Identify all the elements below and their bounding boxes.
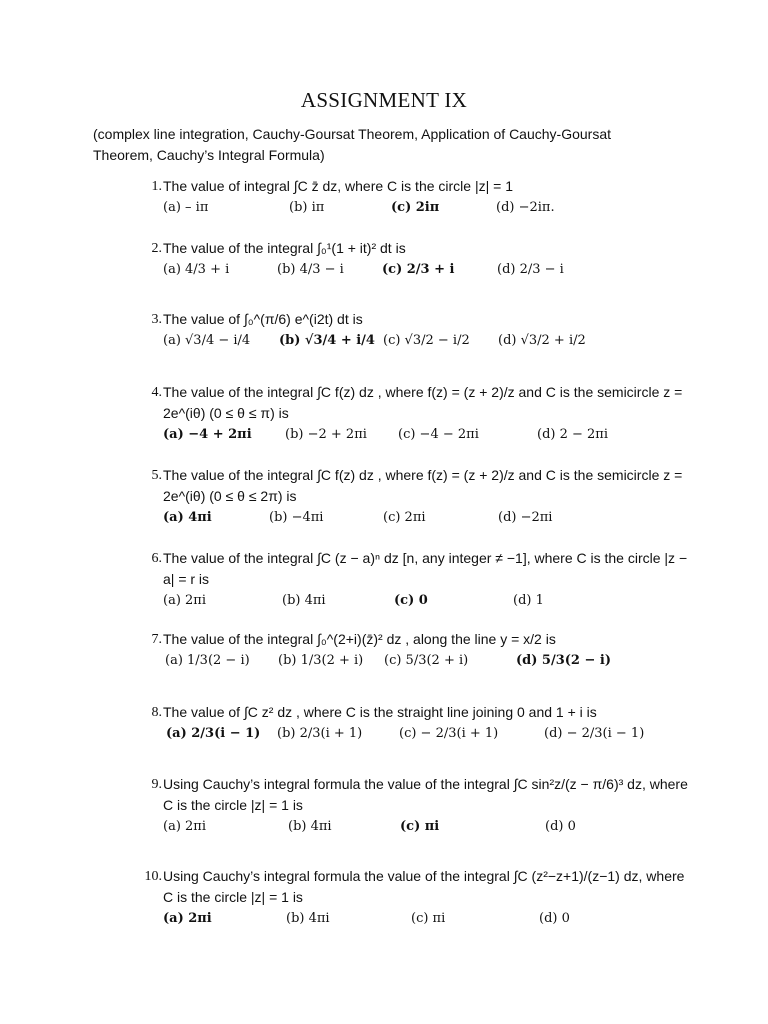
answer-options xyxy=(163,723,698,745)
option-b: (b) 4πi xyxy=(282,593,326,608)
question-number: 3. xyxy=(151,312,162,327)
option-d: (d) 1 xyxy=(513,593,544,608)
option-a: (a) 2πi xyxy=(163,593,206,608)
option-a: (a) −4 + 2πi xyxy=(163,427,252,442)
option-d: (d) −2iπ. xyxy=(496,200,555,215)
option-d: (d) 5/3(2 − i) xyxy=(516,653,611,668)
question-number: 2. xyxy=(151,241,162,256)
question-number: 9. xyxy=(151,777,162,792)
option-a: (a) 4πi xyxy=(163,510,212,525)
option-d: (d) −2πi xyxy=(498,510,553,525)
question-10 xyxy=(138,866,698,930)
option-b: (b) 1/3(2 + i) xyxy=(278,653,364,668)
question-stem: The value of integral ∫C z̄ dz, where C is the circle |z| = 1 xyxy=(163,178,513,194)
question-number: 10. xyxy=(144,869,162,884)
question-number: 8. xyxy=(151,705,162,720)
option-a: (a) 2/3(i − 1) xyxy=(166,726,261,741)
option-c: (c) πi xyxy=(411,911,446,926)
option-d: (d) √3/2 + i/2 xyxy=(498,333,586,348)
answer-options xyxy=(163,908,698,930)
option-d: (d) 2/3 − i xyxy=(497,262,564,277)
option-b: (b) 4πi xyxy=(286,911,330,926)
answer-options xyxy=(163,816,698,838)
option-c: (c) − 2/3(i + 1) xyxy=(399,726,499,741)
question-stem: The value of the integral ∫C f(z) dz , where f(z) = (z + 2)/z and C is the semicircle z = 2e^(iθ) (0 ≤ θ ≤ 2π) is xyxy=(163,467,683,504)
option-c: (c) 2πi xyxy=(383,510,426,525)
question-6 xyxy=(138,548,698,612)
option-d: (d) 0 xyxy=(539,911,570,926)
question-stem: Using Cauchy’s integral formula the value of the integral ∫C (z²−z+1)/(z−1) dz, where C is the circle |z| = 1 is xyxy=(163,868,685,905)
option-b: (b) √3/4 + i/4 xyxy=(279,333,375,348)
option-c: (c) −4 − 2πi xyxy=(398,427,479,442)
option-b: (b) 4/3 − i xyxy=(277,262,344,277)
answer-options xyxy=(163,197,698,219)
option-b: (b) −2 + 2πi xyxy=(285,427,367,442)
option-d: (d) − 2/3(i − 1) xyxy=(544,726,645,741)
question-stem: Using Cauchy’s integral formula the value of the integral ∫C sin²z/(z − π/6)³ dz, where C is the circle |z| = 1 is xyxy=(163,776,688,813)
option-d: (d) 0 xyxy=(545,819,576,834)
question-number: 7. xyxy=(151,632,162,647)
answer-options xyxy=(163,330,698,352)
assignment-topics: (complex line integration, Cauchy-Goursat Theorem, Application of Cauchy-Goursat Theorem, Cauchy’s Integral Formula) xyxy=(93,126,611,163)
question-stem: The value of the integral ∫C f(z) dz , where f(z) = (z + 2)/z and C is the semicircle z = 2e^(iθ) (0 ≤ θ ≤ π) is xyxy=(163,384,683,421)
option-d: (d) 2 − 2πi xyxy=(537,427,608,442)
question-number: 6. xyxy=(151,551,162,566)
option-c: (c) √3/2 − i/2 xyxy=(383,333,470,348)
option-b: (b) 4πi xyxy=(288,819,332,834)
question-1 xyxy=(138,176,698,219)
question-stem: The value of the integral ∫₀^(2+i)(z̄)² dz , along the line y = x/2 is xyxy=(163,631,556,647)
page-title: ASSIGNMENT IX xyxy=(300,88,468,112)
option-c: (c) 2/3 + i xyxy=(382,262,455,277)
question-stem: The value of ∫C z² dz , where C is the straight line joining 0 and 1 + i is xyxy=(163,704,597,720)
question-number: 5. xyxy=(151,468,162,483)
answer-options xyxy=(163,650,698,672)
question-5 xyxy=(138,465,698,529)
answer-options xyxy=(163,424,698,446)
answer-options xyxy=(163,590,698,612)
option-a: (a) 2πi xyxy=(163,911,212,926)
option-c: (c) πi xyxy=(400,819,440,834)
question-stem: The value of ∫₀^(π/6) e^(i2t) dt is xyxy=(163,311,363,327)
option-c: (c) 5/3(2 + i) xyxy=(384,653,469,668)
option-b: (b) −4πi xyxy=(269,510,324,525)
option-a: (a) 2πi xyxy=(163,819,206,834)
question-4 xyxy=(138,382,698,446)
question-number: 4. xyxy=(151,385,162,400)
option-a: (a) √3/4 − i/4 xyxy=(163,333,251,348)
question-7 xyxy=(138,629,698,672)
option-b: (b) iπ xyxy=(289,200,325,215)
question-stem: The value of the integral ∫C (z − a)ⁿ dz [n, any integer ≠ −1], where C is the circle |z − a| = r is xyxy=(163,550,688,587)
question-3 xyxy=(138,309,698,352)
question-number: 1. xyxy=(151,179,162,194)
option-a: (a) – iπ xyxy=(163,200,209,215)
question-stem: The value of the integral ∫₀¹(1 + it)² dt is xyxy=(163,240,406,256)
option-a: (a) 4/3 + i xyxy=(163,262,230,277)
question-2 xyxy=(138,238,698,281)
option-c: (c) 2iπ xyxy=(391,200,440,215)
answer-options xyxy=(163,259,698,281)
option-b: (b) 2/3(i + 1) xyxy=(277,726,363,741)
question-8 xyxy=(138,702,698,745)
option-c: (c) 0 xyxy=(394,593,428,608)
option-a: (a) 1/3(2 − i) xyxy=(165,653,250,668)
question-9 xyxy=(138,774,698,838)
answer-options xyxy=(163,507,698,529)
